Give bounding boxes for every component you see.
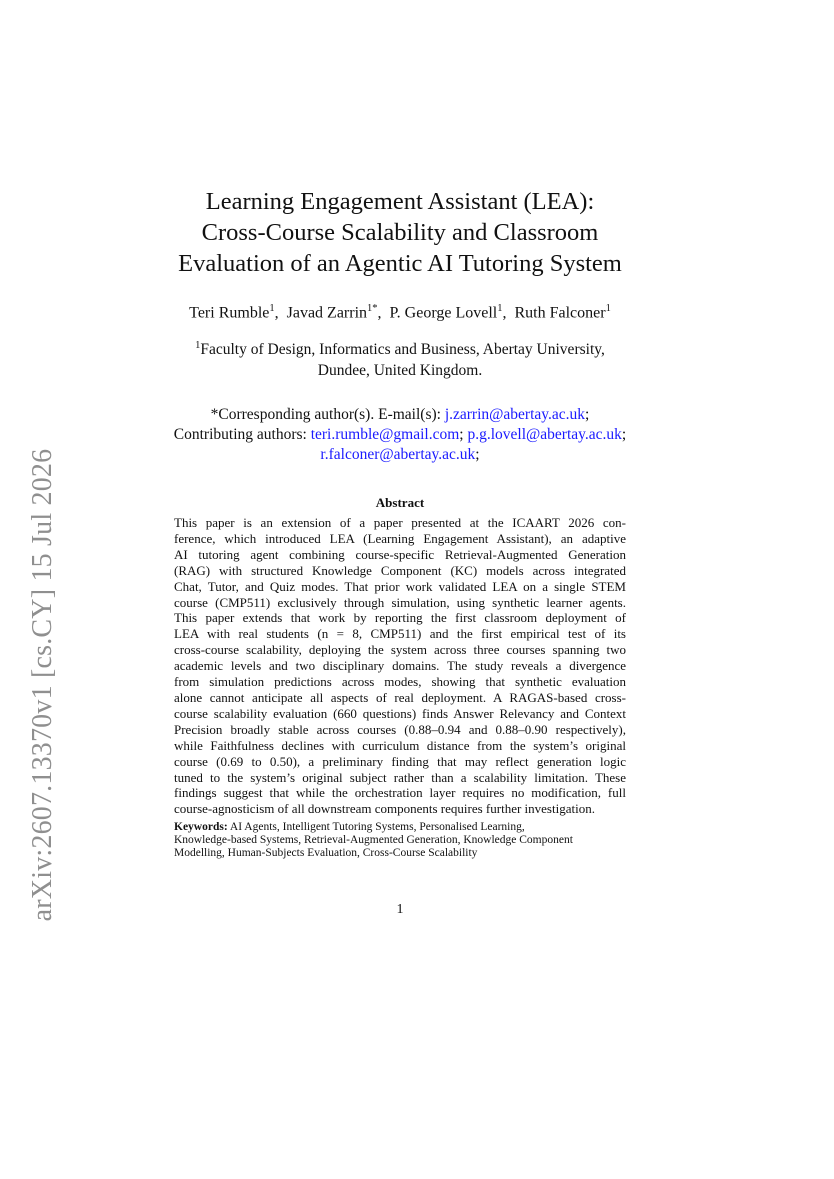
abstract-line: course scalability evaluation (660 questions) finds Answer Relevancy and Context	[174, 705, 626, 721]
corresponding-label: *Corresponding author(s). E-mail(s):	[210, 406, 445, 423]
author-name: Javad Zarrin	[286, 304, 368, 322]
abstract-line: course (CMP511) exclusively through simulation, using synthetic learner agents.	[174, 594, 626, 610]
author-affiliation-mark: 1*	[367, 303, 378, 314]
paper-title	[140, 186, 660, 279]
arxiv-identifier-stamp[interactable]: arXiv:2607.13370v1 [cs.CY] 15 Jul 2026	[27, 448, 58, 922]
author-name: P. George Lovell	[389, 304, 498, 322]
keywords-line: Knowledge-based Systems, Retrieval-Augmented Generation, Knowledge Component	[174, 834, 573, 847]
abstract-line: cross-course scalability, deploying the system across three courses spanning two	[174, 642, 626, 658]
abstract-line: AI tutoring agent combining course-specific Retrieval-Augmented Generation	[174, 546, 626, 562]
author-affiliation-mark: 1	[605, 303, 611, 314]
abstract-body	[174, 515, 626, 817]
page-number: 1	[396, 902, 404, 917]
title-line: Learning Engagement Assistant (LEA):	[205, 188, 595, 215]
contributing-label: Contributing authors:	[173, 426, 311, 443]
abstract-line: course (0.69 to 0.50), a preliminary finding that may reflect generation logic	[174, 753, 626, 769]
abstract-heading: Abstract	[375, 495, 425, 510]
abstract-line: from simulation predictions across modes, showing that synthetic evaluation	[174, 674, 626, 690]
correspondence-block: *Corresponding author(s). E-mail(s): j.zarrin@abertay.ac.uk; Contributing authors: teri.rumble@gmail.com; p.g.lovell@abertay.ac.uk; r.falconer@abertay.ac.uk;	[173, 406, 627, 463]
abstract-line: LEA with real students (n = 8, CMP511) and the first empirical test of its	[174, 626, 626, 642]
abstract-line: Chat, Tutor, and Quiz modes. That prior work validated LEA on a single STEM	[174, 578, 626, 594]
author-list: Teri Rumble$^1$, Javad Zarrin$^{1*}$, P. George Lovell$^1$, Ruth Falconer$^1$	[189, 303, 611, 322]
contributing-email-link[interactable]: p.g.lovell@abertay.ac.uk	[467, 426, 622, 443]
abstract-line: course-agnosticism of all downstream components requires further investigation.	[174, 801, 595, 817]
abstract-line: (RAG) with structured Knowledge Component (KC) models across integrated	[174, 562, 626, 578]
author-name: Teri Rumble	[189, 304, 270, 322]
author-affiliation-mark: 1	[497, 303, 503, 314]
keywords-line: Modelling, Human-Subjects Evaluation, Cross-Course Scalability	[174, 847, 478, 860]
corresponding-email-link[interactable]: j.zarrin@abertay.ac.uk	[444, 406, 586, 423]
abstract-line: This paper extends that work by reporting the first classroom deployment of	[174, 610, 626, 626]
author-affiliation-mark: 1	[269, 303, 275, 314]
abstract-line: alone cannot anticipate all aspects of real deployment. A RAGAS-based cross-	[174, 689, 626, 705]
title-line: Cross-Course Scalability and Classroom	[201, 219, 599, 246]
abstract-line: Precision broadly stable across courses (0.88–0.94 and 0.88–0.90 respectively),	[174, 721, 626, 737]
author-name: Ruth Falconer	[514, 304, 606, 322]
affiliation	[150, 335, 650, 381]
keywords-line: AI Agents, Intelligent Tutoring Systems, Personalised Learning,	[227, 821, 525, 833]
contributing-email-link[interactable]: teri.rumble@gmail.com	[310, 426, 460, 443]
affiliation-mark: 1	[195, 340, 201, 351]
abstract-line: findings suggest that while the orchestration layer requires no modification, full	[174, 785, 626, 801]
affiliation-line: Faculty of Design, Informatics and Business, Abertay University,	[200, 341, 605, 359]
contributing-email-link[interactable]: r.falconer@abertay.ac.uk	[320, 446, 476, 463]
keywords-label: Keywords:	[174, 821, 228, 833]
abstract-line: ference, which introduced LEA (Learning Engagement Assistant), an adaptive	[174, 530, 626, 546]
abstract-line: tuned to the system’s original subject rather than a scalability limitation. These	[174, 769, 626, 785]
abstract-line: academic levels and two disciplinary domains. The study reveals a divergence	[174, 658, 626, 674]
abstract-line: This paper is an extension of a paper presented at the ICAART 2026 con-	[174, 515, 626, 530]
keywords-block	[174, 821, 626, 861]
affiliation-line: Dundee, United Kingdom.	[317, 362, 483, 380]
abstract-line: while Faithfulness declines with curriculum distance from the system’s original	[174, 737, 626, 753]
title-line: Evaluation of an Agentic AI Tutoring System	[178, 250, 622, 277]
